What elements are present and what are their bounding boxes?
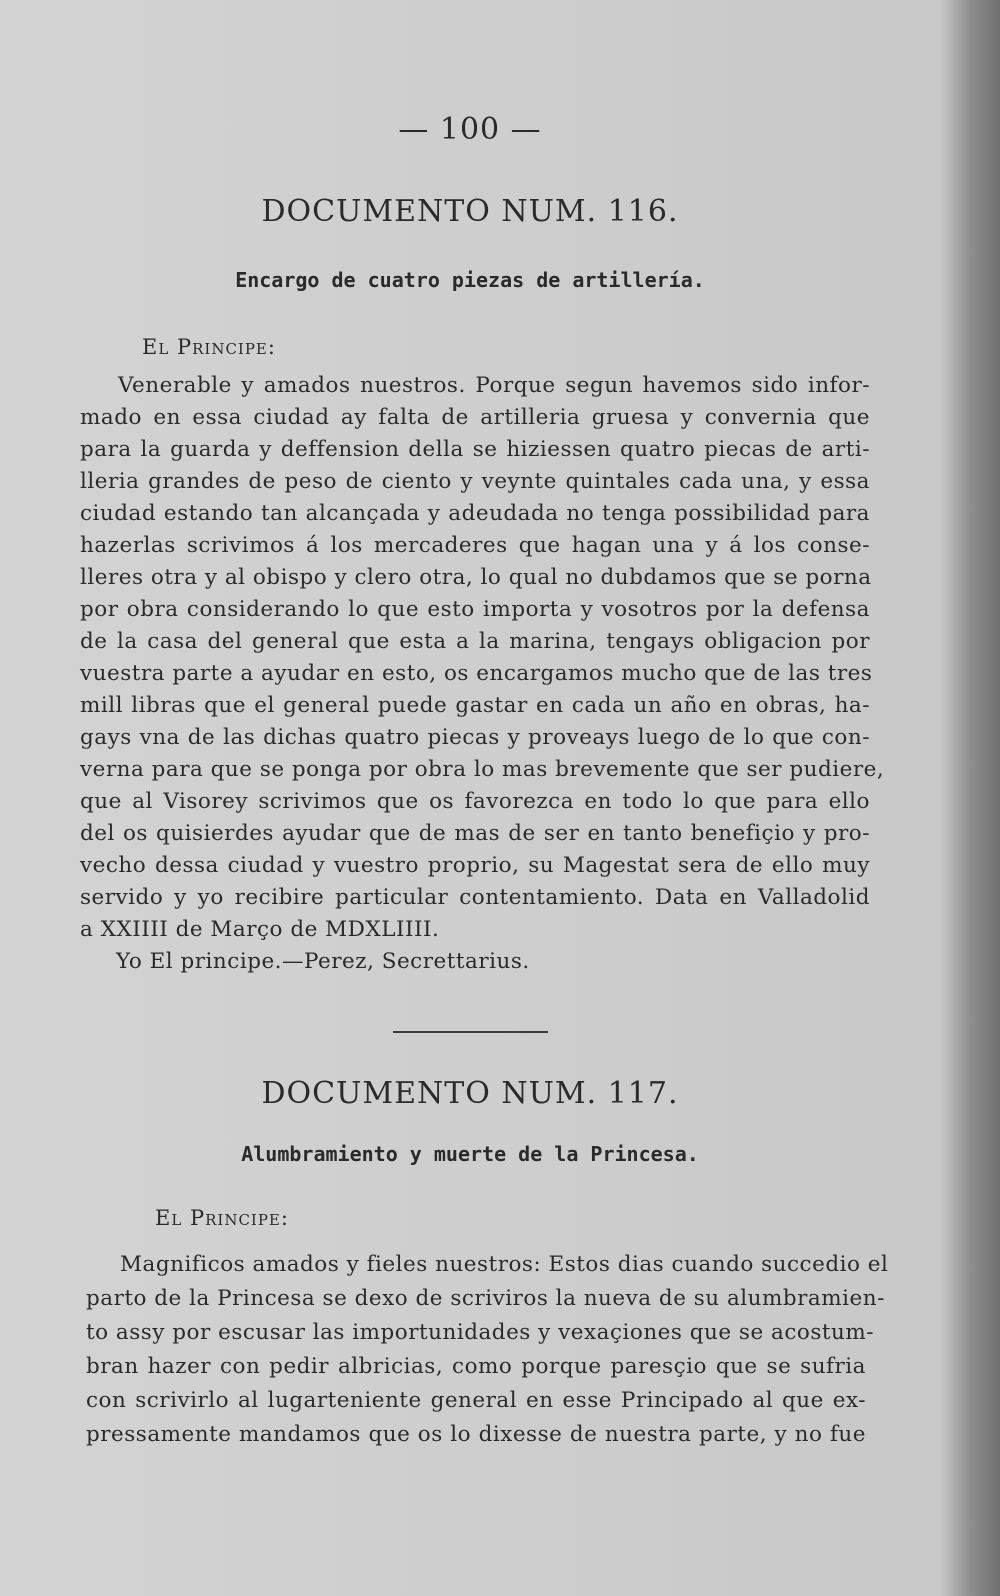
document-116-line: mill libras que el general puede gastar en cada un año en obras, ha-	[80, 693, 870, 718]
document-116-line: vuestra parte a ayudar en esto, os encargamos mucho que de las tres	[80, 661, 873, 686]
document-116-line: gays vna de las dichas quatro piecas y proveays luego de lo que con-	[80, 725, 870, 750]
document-117-line: Magnificos amados y fieles nuestros: Estos dias cuando succedio el	[120, 1252, 889, 1277]
document-116-line: lleres otra y al obispo y clero otra, lo qual no dubdamos que se porna	[80, 565, 872, 590]
document-117-subtitle: Alumbramiento y muerte de la Princesa.	[241, 1142, 699, 1166]
document-116-line: que al Visorey scrivimos que os favorezca en todo lo que para ello	[80, 789, 870, 814]
document-116-line: verna para que se ponga por obra lo mas brevemente que ser pudiere,	[80, 757, 885, 782]
document-116-salutation: El Principe:	[142, 335, 276, 359]
document-117-line: to assy por escusar las importunidades y vexaçiones que se acostum-	[86, 1320, 874, 1345]
document-116-subtitle: Encargo de cuatro piezas de artillería.	[235, 268, 705, 292]
document-116-title: DOCUMENTO NUM. 116.	[261, 194, 679, 229]
document-116-line: por obra considerando lo que esto importa y vosotros por la defensa	[80, 597, 870, 622]
document-116-line: de la casa del general que esta a la marina, tengays obligacion por	[80, 629, 870, 654]
document-116-line: servido y yo recibire particular contentamiento. Data en Valladolid	[80, 885, 870, 910]
document-116-line: vecho dessa ciudad y vuestro proprio, su Magestat sera de ello muy	[80, 853, 870, 878]
section-divider	[393, 1031, 548, 1033]
document-116-line: Venerable y amados nuestros. Porque segun havemos sido infor-	[118, 373, 870, 398]
document-117-line: pressamente mandamos que os lo dixesse de nuestra parte, y no fue	[86, 1422, 866, 1447]
document-116-line: mado en essa ciudad ay falta de artilleria gruesa y convernia que	[80, 405, 870, 430]
document-117-line: con scrivirlo al lugarteniente general en esse Principado al que ex-	[86, 1388, 866, 1413]
document-116-line: del os quisierdes ayudar que de mas de ser en tanto benefiçio y pro-	[80, 821, 870, 846]
document-116-line: lleria grandes de peso de ciento y veynte quintales cada una, y essa	[80, 469, 870, 494]
document-116-line: hazerlas scrivimos á los mercaderes que hagan una y á los conse-	[80, 533, 870, 558]
document-117-line: parto de la Princesa se dexo de scriviros la nueva de su alumbramien-	[86, 1286, 885, 1311]
document-117-title: DOCUMENTO NUM. 117.	[261, 1076, 679, 1111]
document-117-line: bran hazer con pedir albricias, como porque paresçio que se sufria	[86, 1354, 866, 1379]
document-116-line: ciudad estando tan alcançada y adeudada no tenga possibilidad para	[80, 501, 870, 526]
document-116-signature: Yo El principe.—Perez, Secrettarius.	[116, 949, 530, 974]
document-117-salutation: El Principe:	[155, 1206, 289, 1230]
page-number: — 100 —	[398, 112, 542, 147]
document-116-line: a XXIIII de Março de MDXLIIII.	[80, 917, 440, 942]
document-116-line: para la guarda y deffension della se hiziessen quatro piecas de arti-	[80, 437, 870, 462]
